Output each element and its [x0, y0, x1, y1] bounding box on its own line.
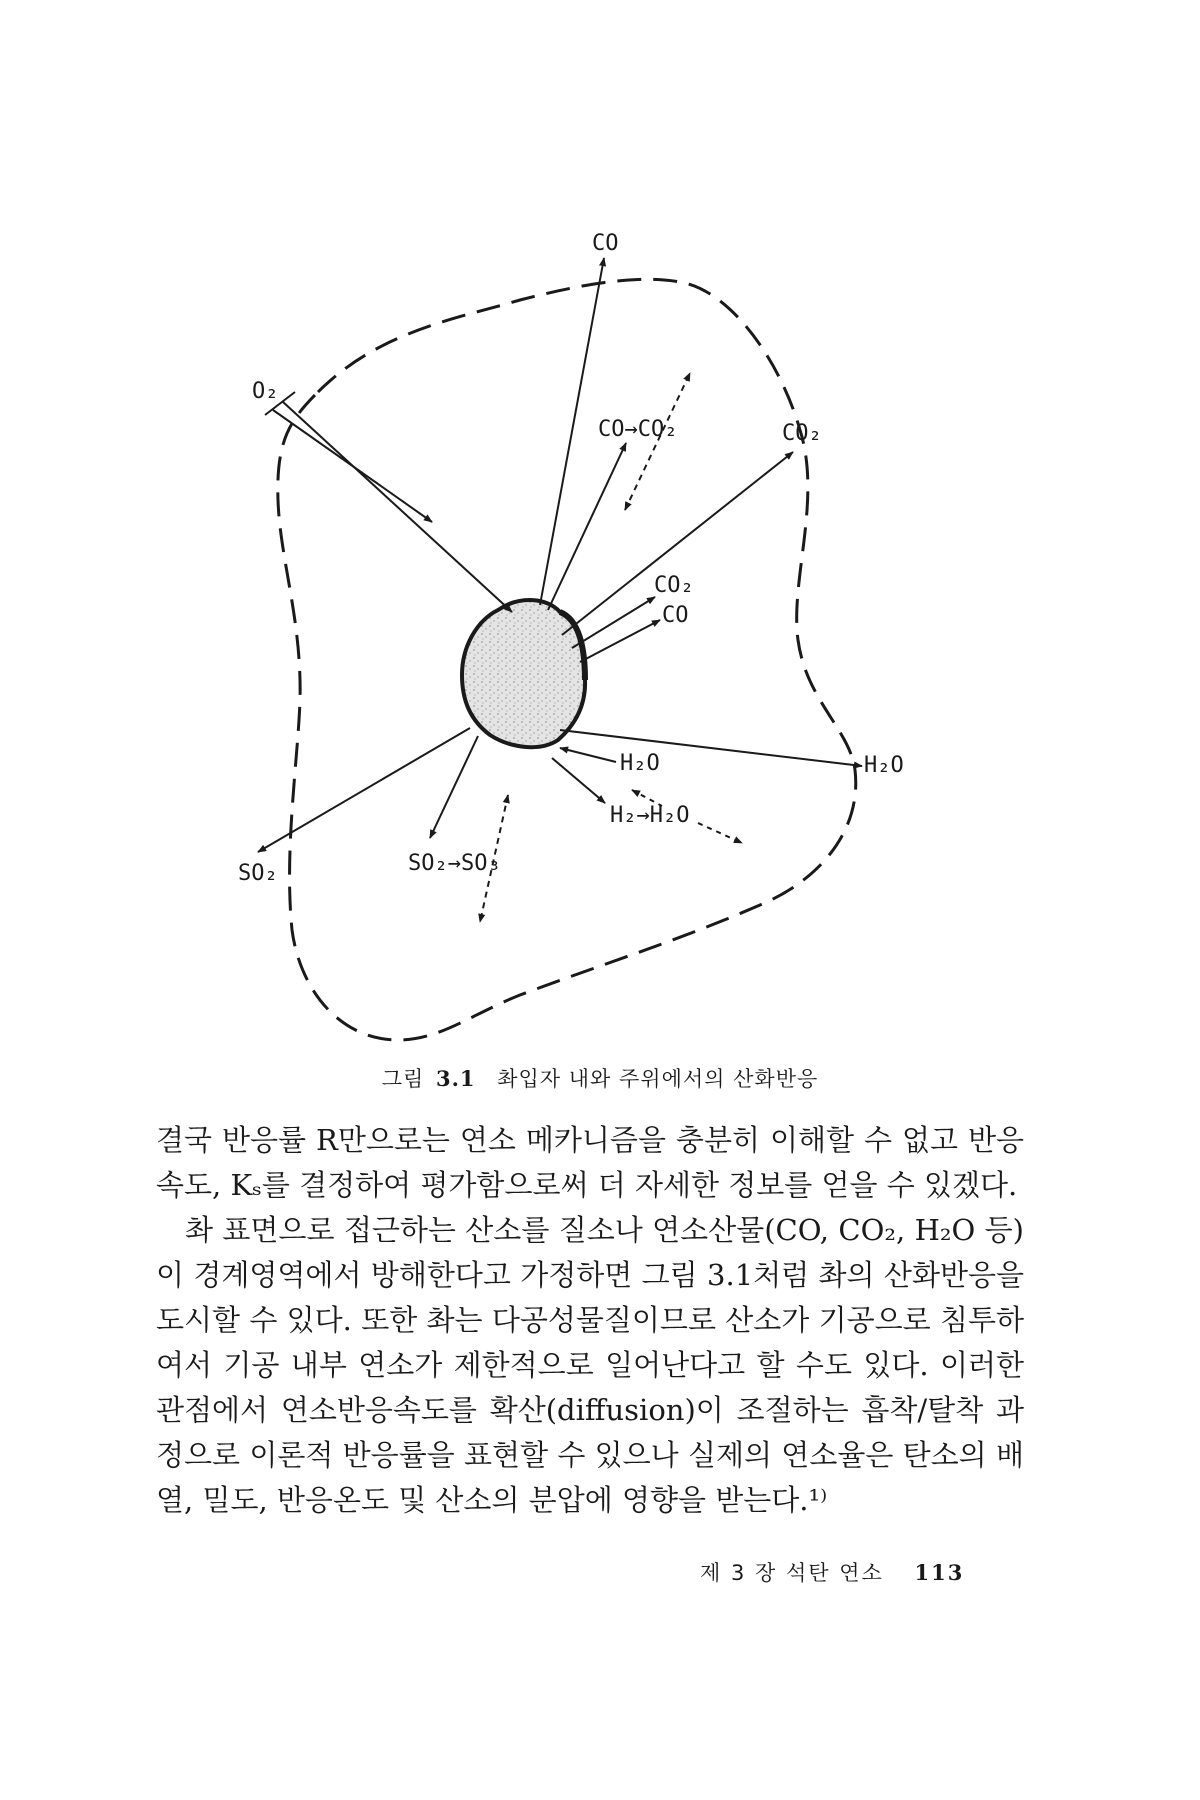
- label-o2: O₂: [252, 379, 279, 404]
- page-footer: [700, 1557, 964, 1587]
- char-particle: [462, 600, 585, 747]
- label-co-top: CO: [592, 231, 619, 256]
- co-arrow-short: [548, 443, 626, 610]
- page-number: 113: [914, 1560, 965, 1585]
- co-arrow: [540, 258, 604, 605]
- h2-arrow: [552, 758, 605, 803]
- caption-prefix: 그림: [381, 1067, 425, 1091]
- caption-text: 촤입자 내와 주위에서의 산화반응: [497, 1067, 819, 1091]
- label-co-near: CO: [662, 603, 689, 628]
- chapter-title: 제 3 장 석탄 연소: [700, 1561, 884, 1585]
- h2o-near-arrow: [560, 748, 616, 762]
- label-so2-to-so3: SO₂→SO₃: [408, 851, 501, 876]
- h2o-arrow: [560, 730, 862, 766]
- body-text: [156, 1118, 1024, 1523]
- label-co2-near: CO₂: [654, 573, 694, 598]
- label-co2-right: CO₂: [782, 421, 822, 446]
- o2-arrow: [283, 402, 512, 612]
- caption-number: 3.1: [436, 1066, 476, 1091]
- label-h2o-right: H₂O: [864, 753, 904, 778]
- figure-caption: [0, 1063, 1200, 1093]
- so2-near-arrow: [430, 736, 478, 838]
- label-h2o-near: H₂O: [620, 751, 660, 776]
- o2-arrow: [273, 410, 432, 522]
- co-near-arrow: [580, 620, 660, 662]
- so2-arrow: [258, 728, 470, 852]
- paragraph: 촤 표면으로 접근하는 산소를 질소나 연소산물(CO, CO₂, H₂O 등)이 경계영역에서 방해한다고 가정하면 그림 3.1처럼 촤의 산화반응을 도시할 수 있다. 또한 촤는 다공성물질이므로 산소가 기공으로 침투하여서 기공 내부 연소가 제한적으로 일어난다고 할 수도 있다. 이러한 관점에서 연소반응속도를 확산(diffusion)이 조절하는 흡착/탈착 과정으로 이론적 반응률을 표현할 수 있으나 실제의 연소율은 탄소의 배열, 밀도, 반응온도 및 산소의 분압에 영향을 받는다.¹⁾: [156, 1213, 1024, 1517]
- label-h2-to-h2o: H₂→H₂O: [610, 803, 690, 828]
- label-co-to-co2: CO→CO₂: [598, 417, 678, 442]
- paragraph: 결국 반응률 R만으로는 연소 메카니즘을 충분히 이해할 수 없고 반응속도, Kₛ를 결정하여 평가함으로써 더 자세한 정보를 얻을 수 있겠다.: [156, 1123, 1024, 1202]
- co2-near-arrow: [572, 597, 655, 648]
- label-so2-left: SO₂: [238, 861, 278, 886]
- h2-h2o-dashed-b: [698, 823, 742, 843]
